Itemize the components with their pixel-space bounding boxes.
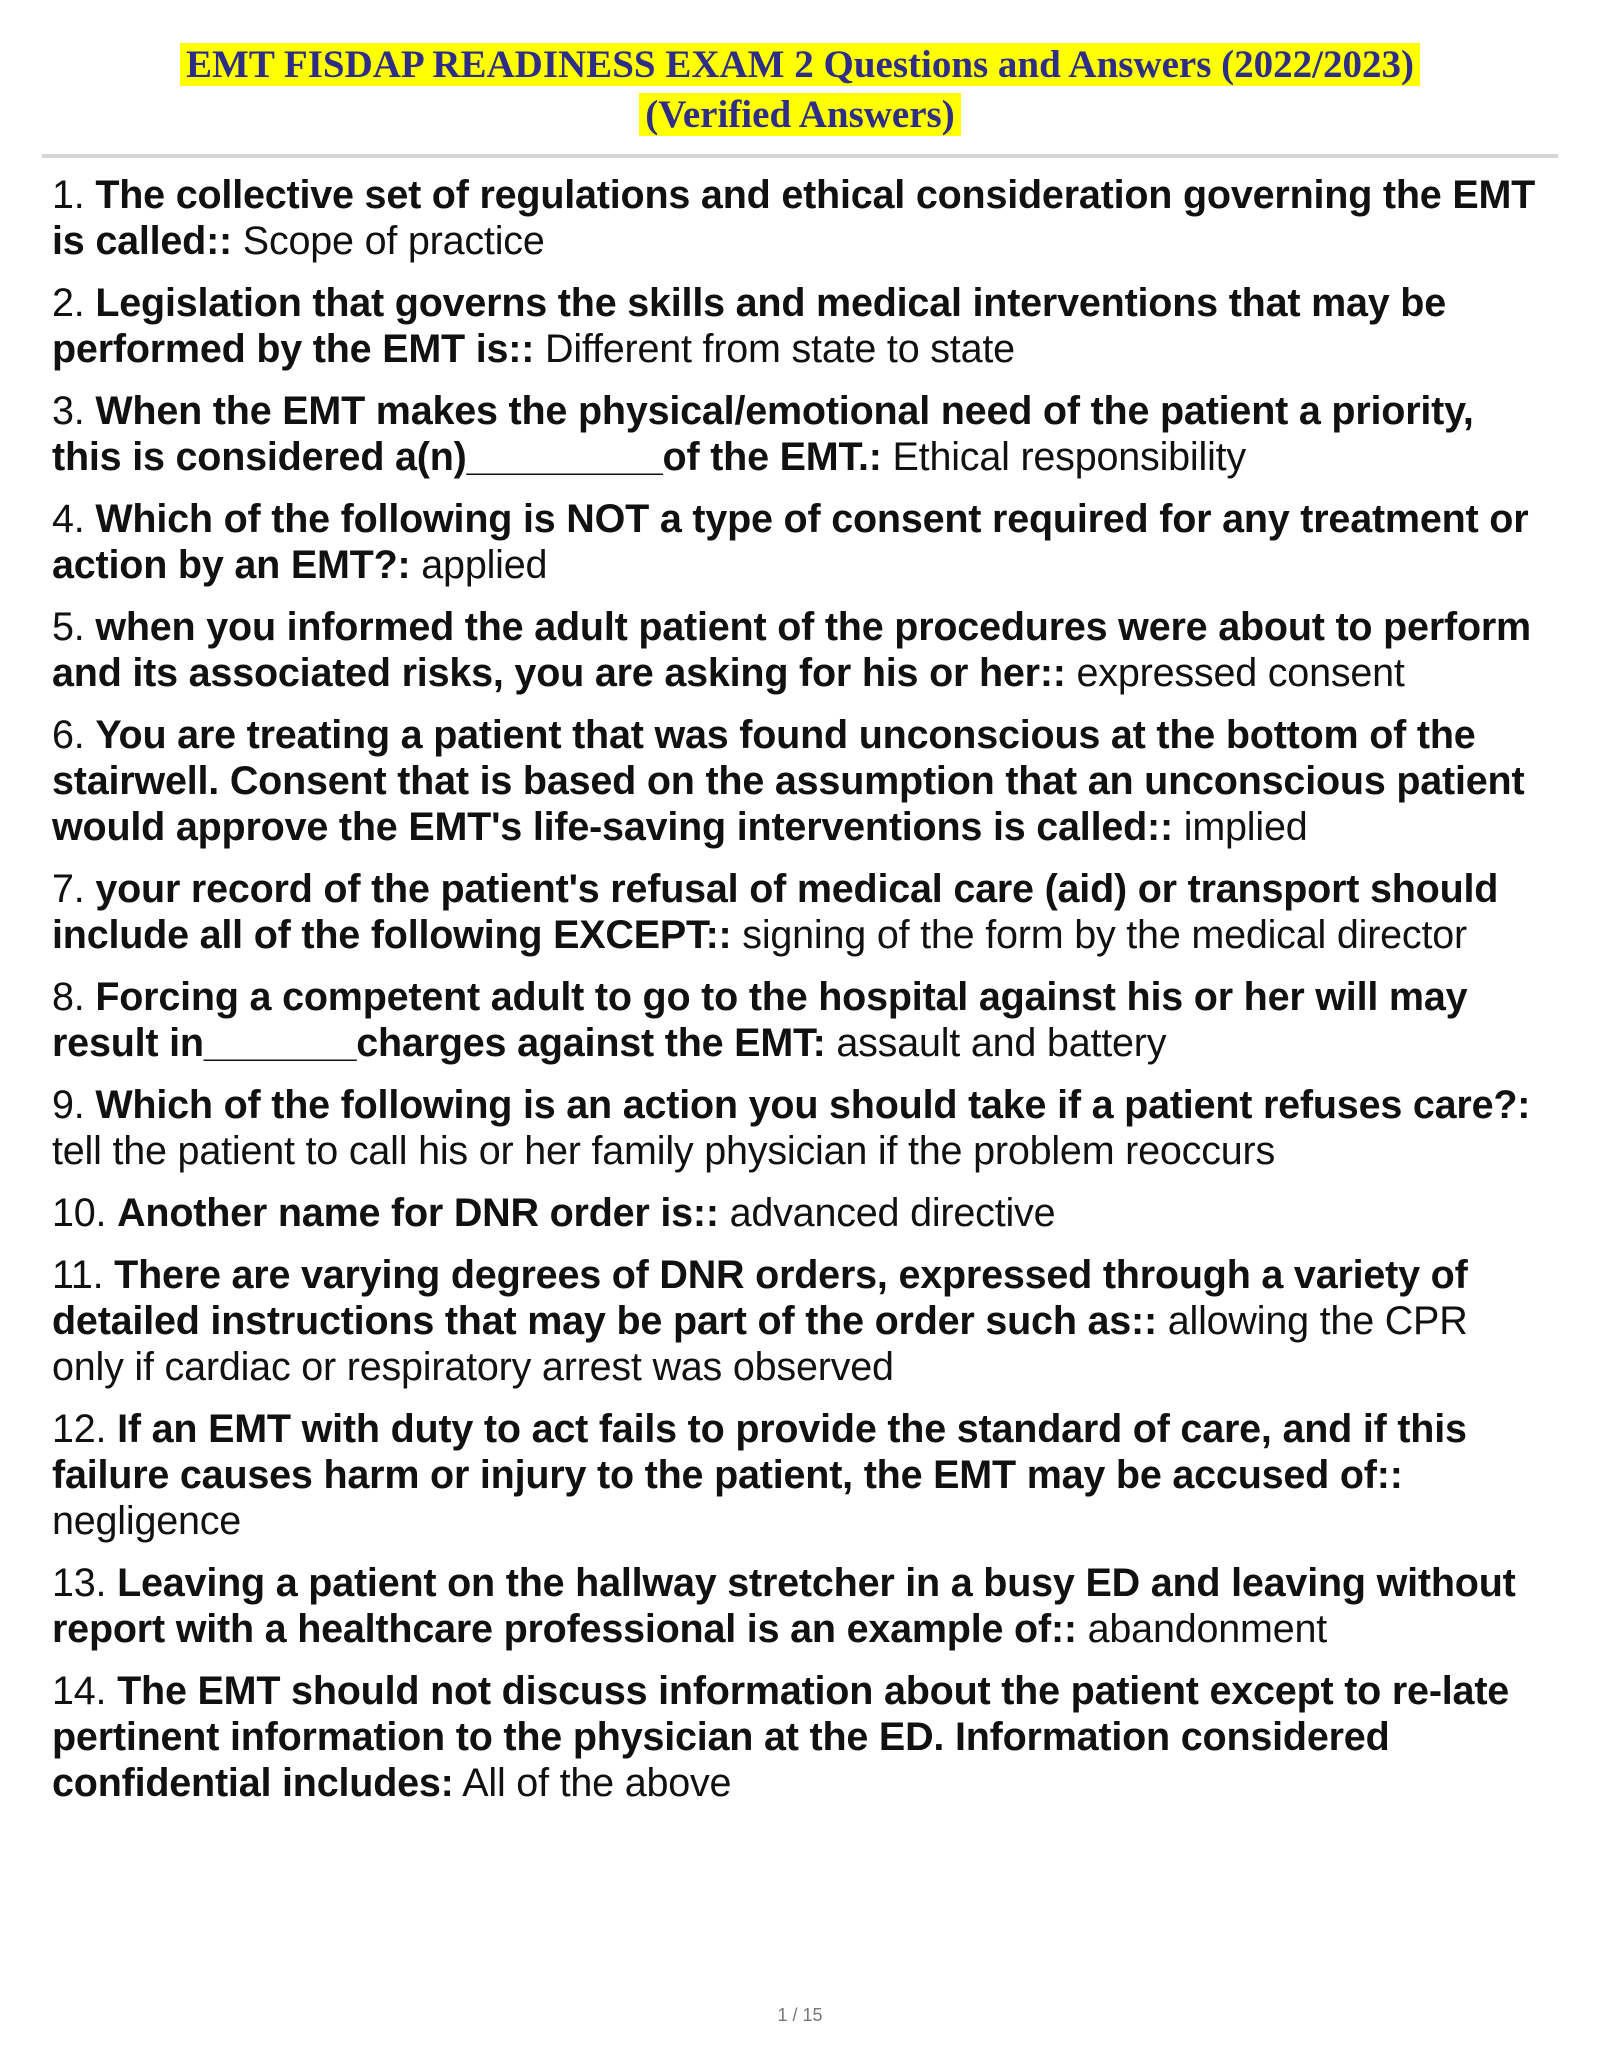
question-number: 8. [52, 975, 85, 1019]
answer-text: tell the patient to call his or her family physician if the problem reoccurs [52, 1129, 1276, 1173]
question-text: Legislation that governs the skills and medical interventions that may be performed by the EMT is:: [52, 281, 1447, 371]
question-item-6 [52, 712, 1548, 850]
question-item-11 [52, 1252, 1548, 1390]
title-line-1: EMT FISDAP READINESS EXAM 2 Questions and Answers (2022/2023) [180, 43, 1420, 86]
question-text: There are varying degrees of DNR orders, expressed through a variety of detailed instructions that may be part of the order such as:: [52, 1253, 1468, 1343]
question-item-7 [52, 866, 1548, 958]
question-text: Which of the following is NOT a type of consent required for any treatment or action by an EMT?: [52, 497, 1529, 587]
question-number: 2. [52, 281, 85, 325]
answer-text: Different from state to state [545, 327, 1015, 371]
question-item-9 [52, 1082, 1548, 1174]
question-text: Which of the following is an action you should take if a patient refuses care?: [95, 1083, 1531, 1127]
question-item-8 [52, 974, 1548, 1066]
question-text: your record of the patient's refusal of medical care (aid) or transport should include all of the following EXCEPT:: [52, 867, 1499, 957]
question-item-2 [52, 280, 1548, 372]
answer-text: allowing the CPR only if cardiac or respiratory arrest was observed [52, 1299, 1468, 1389]
answer-text: signing of the form by the medical director [742, 913, 1467, 957]
question-item-12 [52, 1406, 1548, 1544]
question-number: 9. [52, 1083, 85, 1127]
answer-text: applied [421, 543, 548, 587]
question-number: 13. [52, 1561, 107, 1605]
question-number: 5. [52, 605, 85, 649]
question-text: If an EMT with duty to act fails to provide the standard of care, and if this failure causes harm or injury to the patient, the EMT may be accused of:: [52, 1407, 1467, 1497]
question-number: 14. [52, 1669, 107, 1713]
question-text: The EMT should not discuss information about the patient except to re-late pertinent information to the physician at the ED. Information considered confidential includes: [52, 1669, 1510, 1805]
question-number: 4. [52, 497, 85, 541]
question-item-4 [52, 496, 1548, 588]
answer-text: Scope of practice [242, 219, 545, 263]
question-number: 12. [52, 1407, 107, 1451]
answer-text: implied [1183, 805, 1308, 849]
question-item-14 [52, 1668, 1548, 1806]
question-text: You are treating a patient that was found unconscious at the bottom of the stairwell. Consent that is based on the assumption that an unconscious patient would approve the EMT's life-saving interventions is called:: [52, 713, 1525, 849]
answer-text: assault and battery [836, 1021, 1167, 1065]
question-text: Leaving a patient on the hallway stretcher in a busy ED and leaving without report with a healthcare professional is an example of:: [52, 1561, 1516, 1651]
question-number: 1. [52, 173, 85, 217]
question-number: 11. [52, 1253, 104, 1297]
question-number: 6. [52, 713, 85, 757]
question-text: When the EMT makes the physical/emotional need of the patient a priority, this is considered a(n)_________of the EMT.: [52, 389, 1474, 479]
title-divider [42, 154, 1558, 158]
answer-text: advanced directive [729, 1191, 1056, 1235]
question-number: 7. [52, 867, 85, 911]
question-text: Forcing a competent adult to go to the hospital against his or her will may result in_______charges against the EMT: [52, 975, 1468, 1065]
question-text: Another name for DNR order is:: [117, 1191, 719, 1235]
question-text: when you informed the adult patient of the procedures were about to perform and its associated risks, you are asking for his or her:: [52, 605, 1531, 695]
answer-text: Ethical responsibility [892, 435, 1246, 479]
question-item-3 [52, 388, 1548, 480]
question-number: 3. [52, 389, 85, 433]
question-list [52, 172, 1548, 1806]
question-number: 10. [52, 1191, 107, 1235]
document-title [52, 0, 1548, 148]
answer-text: All of the above [462, 1761, 732, 1805]
page-indicator: 1 / 15 [777, 2005, 823, 2025]
question-item-1 [52, 172, 1548, 264]
answer-text: abandonment [1087, 1607, 1328, 1651]
question-text: The collective set of regulations and ethical consideration governing the EMT is called:: [52, 173, 1536, 263]
question-item-13 [52, 1560, 1548, 1652]
answer-text: expressed consent [1076, 651, 1405, 695]
answer-text: negligence [52, 1499, 242, 1543]
question-item-10 [52, 1190, 1548, 1236]
title-line-2: (Verified Answers) [639, 93, 960, 136]
question-item-5 [52, 604, 1548, 696]
